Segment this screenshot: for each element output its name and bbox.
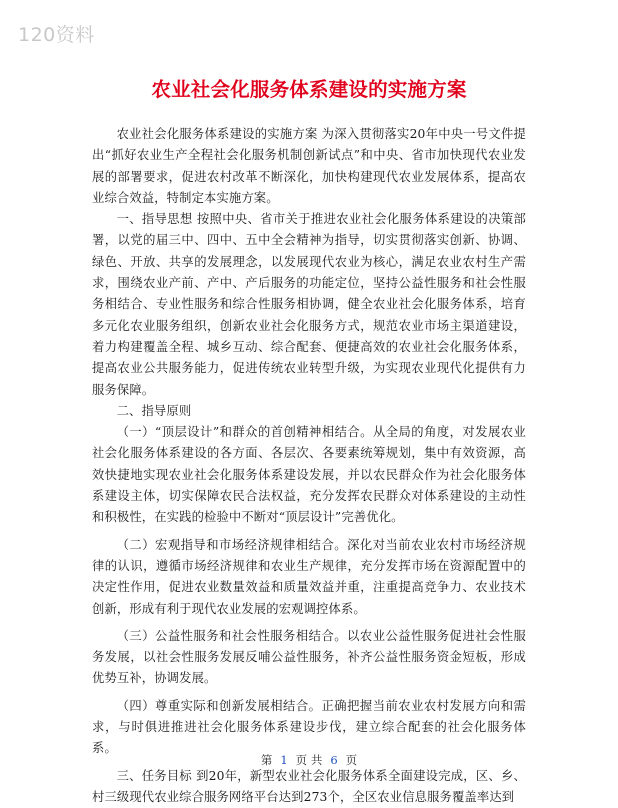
footer-prefix: 第	[260, 753, 273, 767]
task-goals-paragraph: 三、任务目标 到20年，新型农业社会化服务体系全面建设完成，区、乡、村三级现代农业综合服务网络平台达到273个，全区农业信息服务覆盖率达到	[92, 768, 526, 804]
current-page-number: 1	[280, 753, 288, 767]
principle-4-paragraph: （四）尊重实际和创新发展相结合。正确把握当前农业农村发展方向和需求，与时俱进推进社会化服务体系建设步伐，建立综合配套的社会化服务体系。	[92, 698, 526, 756]
guiding-principles-heading: 二、指导原则	[116, 403, 192, 418]
footer-middle: 页 共	[295, 753, 323, 767]
total-page-count: 6	[330, 753, 338, 767]
document-title: 农业社会化服务体系建设的实施方案	[151, 78, 467, 101]
intro-paragraph: 农业社会化服务体系建设的实施方案 为深入贯彻落实20年中央一号文件提出“抓好农业生产全程社会化服务机制创新试点”和中央、省市加快现代农业发展的部署要求，促进农村改革不断深化，加快构建现代农业发展体系，提高农业综合效益，特制定本实施方案。	[92, 127, 526, 205]
document-body	[92, 124, 526, 808]
principle-1-paragraph: （一）“顶层设计”和群众的首创精神相结合。从全局的角度，对发展农业社会化服务体系建设的各方面、各层次、各要素统筹规划，集中有效资源，高效快捷地实现农业社会化服务体系建设发展，并以农民群众作为社会化服务体系建设主体，切实保障农民合法权益，充分发挥农民群众对体系建设的主动性和积极性，在实践的检验中不断对“顶层设计”完善优化。	[92, 425, 526, 525]
page-footer	[0, 752, 618, 768]
guiding-ideology-paragraph: 一、指导思想 按照中央、省市关于推进农业社会化服务体系建设的决策部署，以党的届三中、四中、五中全会精神为指导，切实贯彻落实创新、协调、绿色、开放、共享的发展理念，以发展现代农业为核心，满足农业农村生产需求，围绕农业产前、产中、产后服务的功能定位，坚持公益性服务和社会性服务相结合、专业性服务和综合性服务相协调，健全农业社会化服务体系，培育多元化农业服务组织，创新农业社会化服务方式，规范农业市场主渠道建设，着力构建覆盖全程、城乡互动、综合配套、便捷高效的农业社会化服务体系，提高农业公共服务能力，促进传统农业转型升级，为实现农业现代化提供有力服务保障。	[92, 212, 526, 397]
principle-3-paragraph: （三）公益性服务和社会性服务相结合。以农业公益性服务促进社会性服务发展，以社会性服务发展反哺公益性服务，补齐公益性服务资金短板，形成优势互补，协调发展。	[92, 628, 526, 686]
footer-suffix: 页	[345, 753, 358, 767]
watermark-text: 120资料	[18, 24, 95, 46]
principle-2-paragraph: （二）宏观指导和市场经济规律相结合。深化对当前农业农村市场经济规律的认识，遵循市场经济规律和农业生产规律，充分发挥市场在资源配置中的决定性作用，促进农业数量效益和质量效益并重，注重提高竞争力、农业技术创新，形成有利于现代农业发展的宏观调控体系。	[92, 537, 526, 616]
